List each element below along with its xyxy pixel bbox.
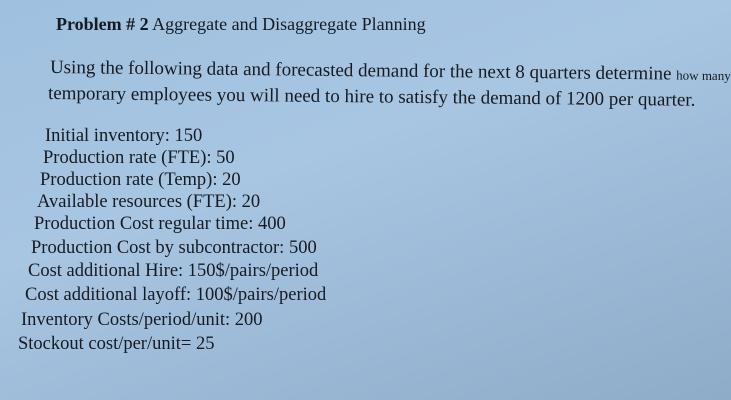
paragraph-line-1 <box>50 57 731 86</box>
list-item: Inventory Costs/period/unit: 200 <box>21 310 263 330</box>
list-item: Cost additional Hire: 150$/pairs/period <box>28 261 319 281</box>
list-item: Production Cost regular time: 400 <box>34 214 286 234</box>
title-text: Aggregate and Disaggregate Planning <box>148 14 426 34</box>
paragraph-line-2: temporary employees you will need to hire to satisfy the demand of 1200 per quarter. <box>47 83 696 111</box>
title-number: Problem # 2 <box>56 14 149 34</box>
list-item: Production rate (Temp): 20 <box>40 170 241 190</box>
list-item: Production rate (FTE): 50 <box>43 148 235 168</box>
list-item: Initial inventory: 150 <box>45 126 203 146</box>
line1-text: Using the following data and forecasted demand for the next 8 quarters determine <box>49 57 677 85</box>
list-item: Stockout cost/per/unit= 25 <box>18 334 215 354</box>
list-item: Production Cost by subcontractor: 500 <box>31 238 317 258</box>
line1-small: how many <box>676 67 731 84</box>
list-item: Cost additional layoff: 100$/pairs/period <box>25 285 327 305</box>
problem-title <box>56 14 426 35</box>
list-item: Available resources (FTE): 20 <box>37 192 261 212</box>
